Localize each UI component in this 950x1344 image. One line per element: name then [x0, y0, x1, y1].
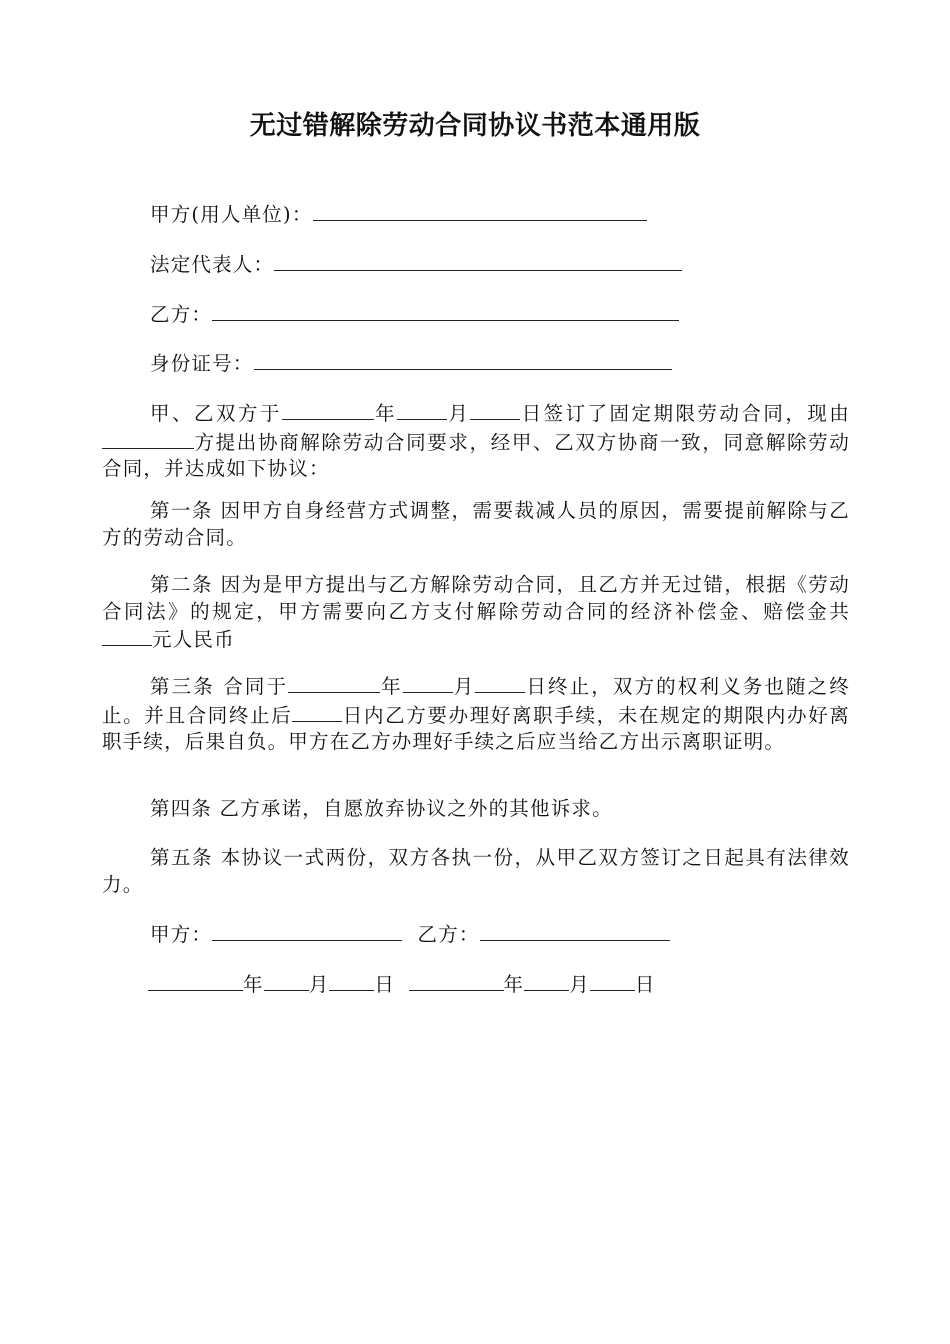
article-3-month-blank[interactable] — [403, 672, 453, 693]
article-3-day-blank[interactable] — [475, 672, 525, 693]
party-b-label: 乙方： — [150, 303, 213, 326]
date-a-day-label: 日 — [374, 973, 396, 996]
article-5: 第五条 本协议一式两份，双方各执一份，从甲乙双方签订之日起具有法律效力。 — [102, 846, 850, 896]
article-3-text-1: 第三条 合同于 — [150, 675, 289, 698]
article-4: 第四条 乙方承诺，自愿放弃协议之外的其他诉求。 — [150, 797, 613, 820]
signature-party-a-label: 甲方： — [150, 923, 213, 946]
legal-rep-label: 法定代表人： — [150, 253, 275, 276]
document-title: 无过错解除劳动合同协议书范本通用版 — [249, 111, 701, 141]
date-b-year-blank[interactable] — [409, 970, 504, 991]
party-b-field — [150, 300, 679, 328]
date-a-month-label: 月 — [308, 973, 330, 996]
date-b-day-blank[interactable] — [590, 970, 635, 991]
signature-line — [150, 920, 670, 948]
date-a-month-blank[interactable] — [264, 970, 309, 991]
article-3-days-blank[interactable] — [292, 701, 342, 722]
id-number-field — [150, 349, 672, 377]
intro-text-1: 甲、乙双方于 — [150, 402, 282, 425]
party-a-label: 甲方(用人单位)： — [150, 203, 313, 226]
intro-party-blank[interactable] — [102, 428, 194, 449]
article-2 — [102, 572, 850, 654]
article-3-text-2: 日终止，双方的权利义务也随之终止。并且合同终止后 — [102, 675, 850, 727]
date-b-month-blank[interactable] — [524, 970, 569, 991]
signature-party-b-blank[interactable] — [480, 920, 670, 941]
id-number-blank[interactable] — [254, 349, 672, 370]
id-number-label: 身份证号： — [150, 352, 254, 375]
legal-rep-field — [150, 250, 682, 278]
intro-year-label: 年 — [373, 402, 398, 425]
date-b-day-label: 日 — [634, 973, 656, 996]
article-1: 第一条 因甲方自身经营方式调整，需要裁减人员的原因，需要提前解除与乙方的劳动合同。 — [102, 499, 850, 549]
article-3-year-blank[interactable] — [288, 672, 380, 693]
article-2-amount-blank[interactable] — [102, 625, 152, 646]
intro-text-2: 日签订了固定期限劳动合同，现由 — [520, 402, 850, 425]
party-a-blank[interactable] — [313, 200, 647, 221]
article-3-year-label: 年 — [380, 675, 403, 698]
signature-party-b-label: 乙方： — [417, 923, 480, 946]
date-b-month-label: 月 — [569, 973, 590, 996]
article-3-month-label: 月 — [452, 675, 476, 698]
intro-month-label: 月 — [447, 402, 471, 425]
date-a-year-label: 年 — [243, 973, 264, 996]
intro-year-blank[interactable] — [282, 399, 374, 420]
article-2-currency: 元人民币 — [152, 628, 235, 651]
article-2-text: 第二条 因为是甲方提出与乙方解除劳动合同，且乙方并无过错，根据《劳动合同法》的规定，甲方需要向乙方支付解除劳动合同的经济补偿金、赔偿金共 — [102, 573, 850, 623]
intro-day-blank[interactable] — [470, 399, 520, 420]
party-b-blank[interactable] — [212, 300, 679, 321]
date-a-day-blank[interactable] — [329, 970, 374, 991]
intro-paragraph — [102, 399, 850, 483]
party-a-field — [150, 200, 647, 228]
date-a-year-blank[interactable] — [148, 970, 243, 991]
legal-rep-blank[interactable] — [274, 250, 682, 271]
date-b-year-label: 年 — [503, 973, 525, 996]
date-line — [148, 970, 656, 998]
article-3 — [102, 672, 850, 756]
signature-party-a-blank[interactable] — [212, 920, 402, 941]
intro-month-blank[interactable] — [397, 399, 447, 420]
intro-text-3: 方提出协商解除劳动合同要求，经甲、乙双方协商一致，同意解除劳动合同，并达成如下协议： — [102, 430, 850, 480]
article-3-text-3: 日内乙方要办理好离职手续，未在规定的期限内办好离职手续，后果自负。甲方在乙方办理好手续之后应当给乙方出示离职证明。 — [102, 703, 850, 753]
